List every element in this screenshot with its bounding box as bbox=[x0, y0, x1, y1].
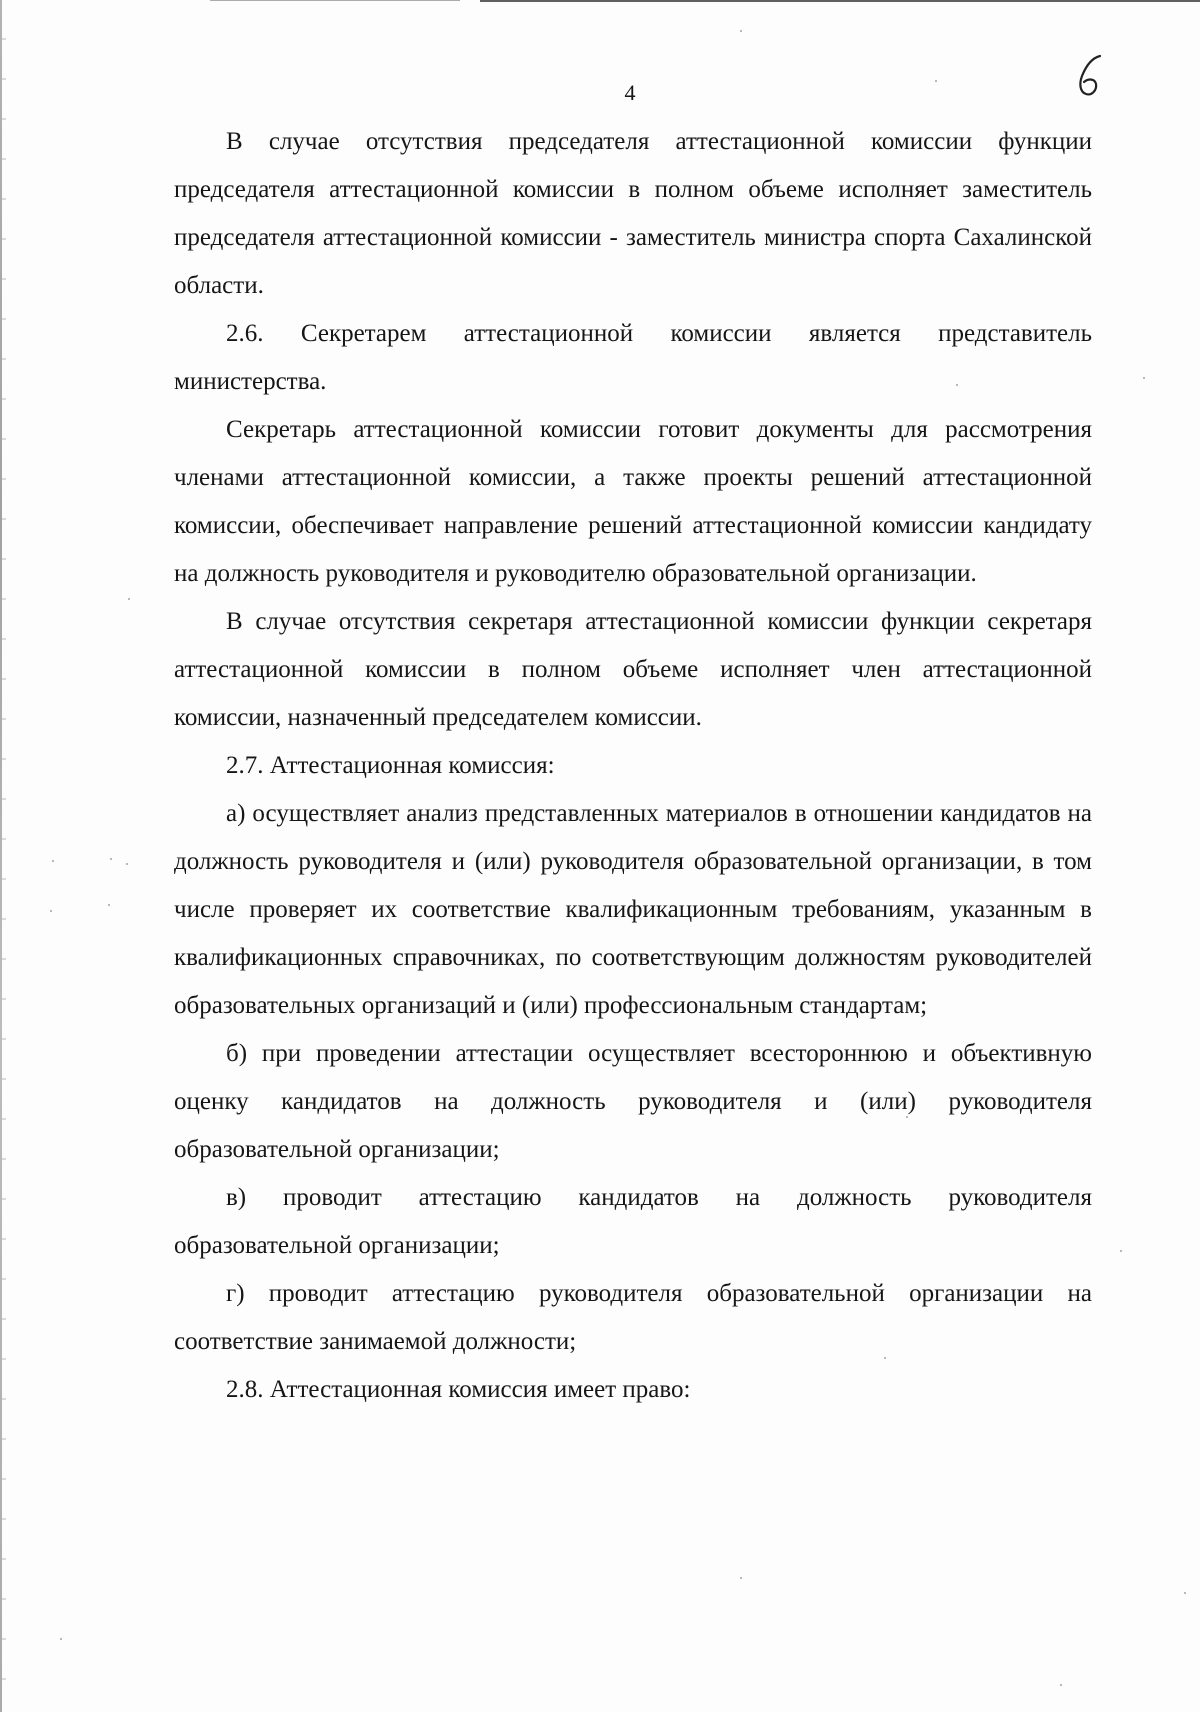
scan-speck bbox=[935, 80, 937, 82]
scan-speck bbox=[126, 863, 128, 865]
paragraph-2-7: 2.7. Аттестационная комиссия: bbox=[226, 752, 555, 779]
handwritten-page-number bbox=[1070, 52, 1110, 102]
paragraph-acting-secretary: В случае отсутствия секретаря аттестационной комиссии функции секретаря аттестационной комиссии в полном объеме исполняет член аттестационной комиссии, назначенный председателем комиссии. bbox=[174, 608, 1092, 731]
scan-speck bbox=[128, 598, 130, 600]
scan-speck bbox=[1143, 377, 1145, 379]
scan-speck bbox=[1060, 1684, 1062, 1686]
scan-speck bbox=[1184, 1592, 1186, 1594]
scan-speck bbox=[110, 858, 112, 860]
list-item-v: в) проводит аттестацию кандидатов на должность руководителя образовательной организации; bbox=[174, 1184, 1092, 1259]
scan-top-edge-faint bbox=[210, 0, 460, 1]
page-number: 4 bbox=[624, 80, 636, 105]
list-item-g: г) проводит аттестацию руководителя образовательной организации на соответствие занимаемой должности; bbox=[174, 1280, 1092, 1355]
list-item-a: а) осуществляет анализ представленных материалов в отношении кандидатов на должность руководителя и (или) руководителя образовательной организации, в том числе проверяет их соответствие квалификационным требованиям, указанным в квалификационных справочниках, по соответствующим должностям руководителей образовательных организаций и (или) профессиональным стандартам; bbox=[174, 800, 1092, 1019]
list-item-b: б) при проведении аттестации осуществляет всестороннюю и объективную оценку кандидатов на должность руководителя и (или) руководителя образовательной организации; bbox=[174, 1040, 1092, 1163]
scan-speck bbox=[60, 1638, 62, 1640]
scan-speck bbox=[1120, 1250, 1122, 1252]
scan-speck bbox=[740, 30, 742, 32]
document-body bbox=[174, 118, 1092, 1414]
scan-speck bbox=[50, 910, 52, 912]
scan-speck bbox=[740, 1577, 742, 1579]
paragraph-secretary-duties: Секретарь аттестационной комиссии готовит документы для рассмотрения членами аттестационной комиссии, а также проекты решений аттестационной комиссии, обеспечивает направление решений аттестационной комиссии кандидату на должность руководителя и руководителю образовательной организации. bbox=[174, 416, 1092, 587]
paragraph-acting-chair: В случае отсутствия председателя аттестационной комиссии функции председателя аттестационной комиссии в полном объеме исполняет заместитель председателя аттестационной комиссии - заместитель министра спорта Сахалинской области. bbox=[174, 128, 1092, 299]
scan-top-edge bbox=[480, 0, 1200, 2]
paragraph-2-8: 2.8. Аттестационная комиссия имеет право: bbox=[226, 1376, 691, 1403]
paragraph-2-6: 2.6. Секретарем аттестационной комиссии является представитель министерства. bbox=[174, 320, 1092, 395]
scan-left-binding-marks bbox=[2, 0, 6, 1712]
scan-speck bbox=[52, 860, 54, 862]
scan-speck bbox=[108, 904, 110, 906]
